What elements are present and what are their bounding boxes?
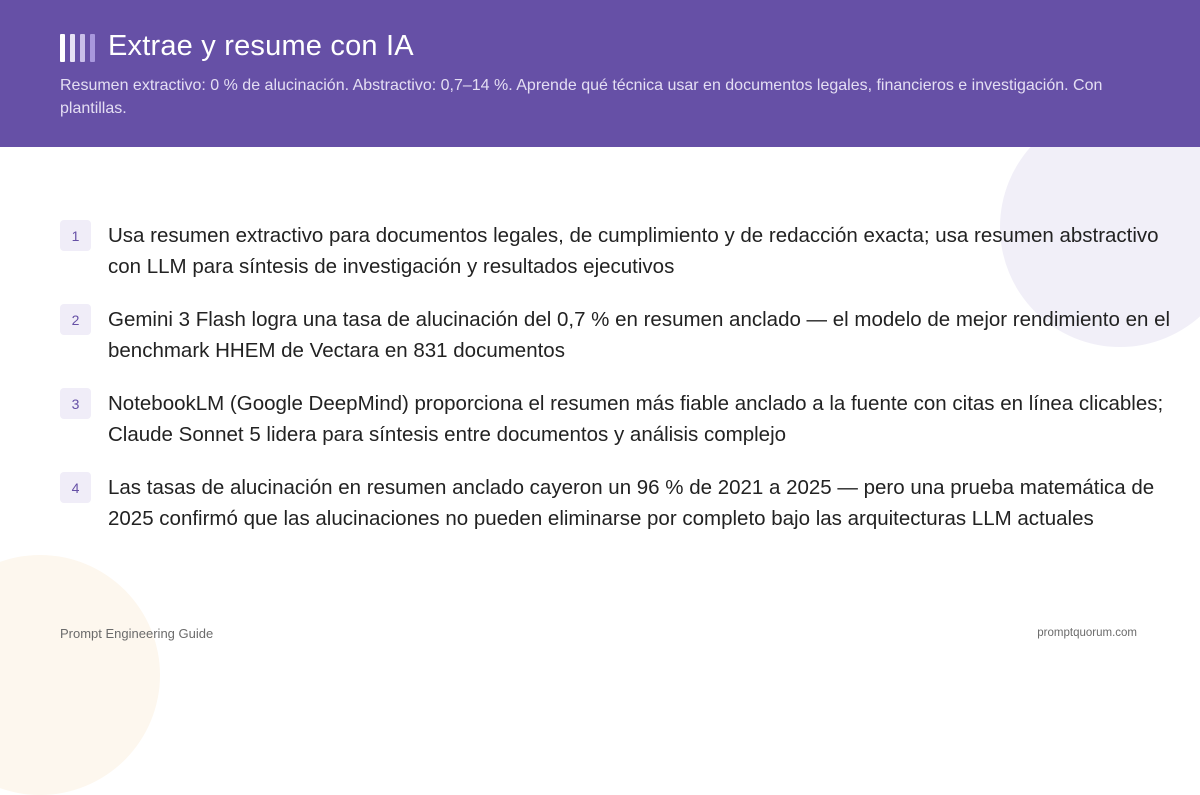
point-number-badge: 3 bbox=[60, 388, 91, 419]
point-number-badge: 2 bbox=[60, 304, 91, 335]
logo-bar bbox=[60, 34, 65, 62]
logo-bar bbox=[70, 34, 75, 62]
logo-bars-icon bbox=[60, 34, 96, 62]
point-text: Gemini 3 Flash logra una tasa de alucinación del 0,7 % en resumen anclado — el modelo de mejor rendimiento en el benchmark HHEM de Vectara en 831 documentos bbox=[108, 308, 1171, 362]
footer-guide-label: Prompt Engineering Guide bbox=[60, 626, 214, 641]
point-text: Las tasas de alucinación en resumen anclado cayeron un 96 % de 2021 a 2025 — pero una prueba matemática de 2025 confirmó que las alucinaciones no pueden eliminarse por completo bajo las arquitecturas LLM actuales bbox=[108, 476, 1155, 530]
logo-bar bbox=[80, 34, 85, 62]
point-number-badge: 1 bbox=[60, 220, 91, 251]
page-subtitle: Resumen extractivo: 0 % de alucinación. Abstractivo: 0,7–14 %. Aprende qué técnica usar en documentos legales, financieros e investigación. Con plantillas. bbox=[60, 77, 1103, 117]
key-point bbox=[60, 304, 1190, 366]
key-points-list bbox=[60, 220, 1190, 556]
logo-bar bbox=[90, 34, 95, 62]
point-number-badge: 4 bbox=[60, 472, 91, 503]
footer-site-link[interactable]: promptquorum.com bbox=[1037, 627, 1137, 639]
decorative-circle-left bbox=[0, 555, 160, 795]
point-text: Usa resumen extractivo para documentos legales, de cumplimiento y de redacción exacta; usa resumen abstractivo con LLM para síntesis de investigación y resultados ejecutivos bbox=[108, 224, 1159, 278]
key-point bbox=[60, 388, 1190, 450]
header-banner bbox=[0, 0, 1200, 147]
page-title: Extrae y resume con IA bbox=[108, 30, 414, 62]
point-text: NotebookLM (Google DeepMind) proporciona el resumen más fiable anclado a la fuente con citas en línea clicables; Claude Sonnet 5 lidera para síntesis entre documentos y análisis complejo bbox=[108, 392, 1164, 446]
key-point bbox=[60, 220, 1190, 282]
key-point bbox=[60, 472, 1190, 534]
